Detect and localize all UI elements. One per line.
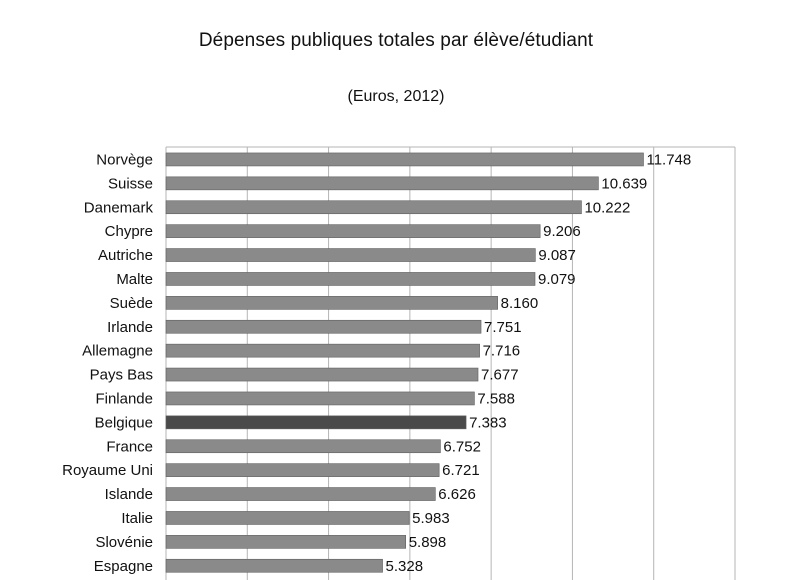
value-label: 7.677 <box>481 366 519 384</box>
value-label: 9.079 <box>537 270 576 288</box>
category-label: Espagne <box>93 557 153 575</box>
bar-irlande <box>166 320 481 333</box>
category-label: Royaume Uni <box>62 462 153 480</box>
value-label: 6.626 <box>438 486 476 504</box>
bars <box>166 153 643 572</box>
category-label: Allemagne <box>82 342 153 360</box>
category-label: Suisse <box>107 175 153 193</box>
category-label: Belgique <box>94 414 153 432</box>
bar-suède <box>166 296 498 309</box>
value-label: 6.721 <box>442 462 480 480</box>
value-label: 7.716 <box>482 342 521 360</box>
category-label: Danemark <box>83 199 153 217</box>
chart-title: Dépenses publiques totales par élève/étudiant <box>198 30 594 51</box>
chart-subtitle: (Euros, 2012) <box>347 88 445 105</box>
value-label: 8.160 <box>500 294 539 312</box>
category-label: Irlande <box>107 318 153 336</box>
value-label: 7.383 <box>469 414 507 432</box>
bar-finlande <box>166 392 474 405</box>
category-label: France <box>106 438 153 456</box>
value-label: 6.752 <box>443 438 481 456</box>
bar-danemark <box>166 201 581 214</box>
category-label: Malte <box>116 270 153 288</box>
bar-italie <box>166 511 409 524</box>
value-label: 5.328 <box>385 557 424 575</box>
bar-espagne <box>166 559 383 572</box>
bar-belgique <box>166 416 466 429</box>
bar-suisse <box>166 177 598 190</box>
bar-slovénie <box>166 535 406 548</box>
bar-france <box>166 440 440 453</box>
bar-malte <box>166 272 535 285</box>
value-label: 9.087 <box>538 247 576 265</box>
category-label: Norvège <box>96 151 153 169</box>
bar-norvège <box>166 153 643 166</box>
bar-royaume-uni <box>166 464 439 477</box>
value-label: 9.206 <box>543 223 581 241</box>
bar-pays-bas <box>166 368 478 381</box>
bar-chypre <box>166 225 540 238</box>
bar-allemagne <box>166 344 480 357</box>
bar-autriche <box>166 249 535 262</box>
bar-islande <box>166 488 435 501</box>
value-label: 7.751 <box>484 318 522 336</box>
category-label: Suède <box>109 294 153 312</box>
category-label: Autriche <box>97 247 153 265</box>
category-label: Pays Bas <box>89 366 153 384</box>
category-label: Italie <box>121 509 153 527</box>
value-labels <box>386 151 692 574</box>
category-label: Islande <box>104 486 153 504</box>
category-label: Chypre <box>104 223 153 241</box>
category-labels <box>62 151 153 574</box>
value-label: 10.639 <box>601 175 648 193</box>
category-label: Finlande <box>95 390 153 408</box>
value-label: 7.588 <box>477 390 515 408</box>
value-label: 11.748 <box>646 151 692 169</box>
value-label: 5.983 <box>412 509 450 527</box>
category-label: Slovénie <box>95 533 153 551</box>
value-label: 5.898 <box>408 533 447 551</box>
value-label: 10.222 <box>584 199 631 217</box>
